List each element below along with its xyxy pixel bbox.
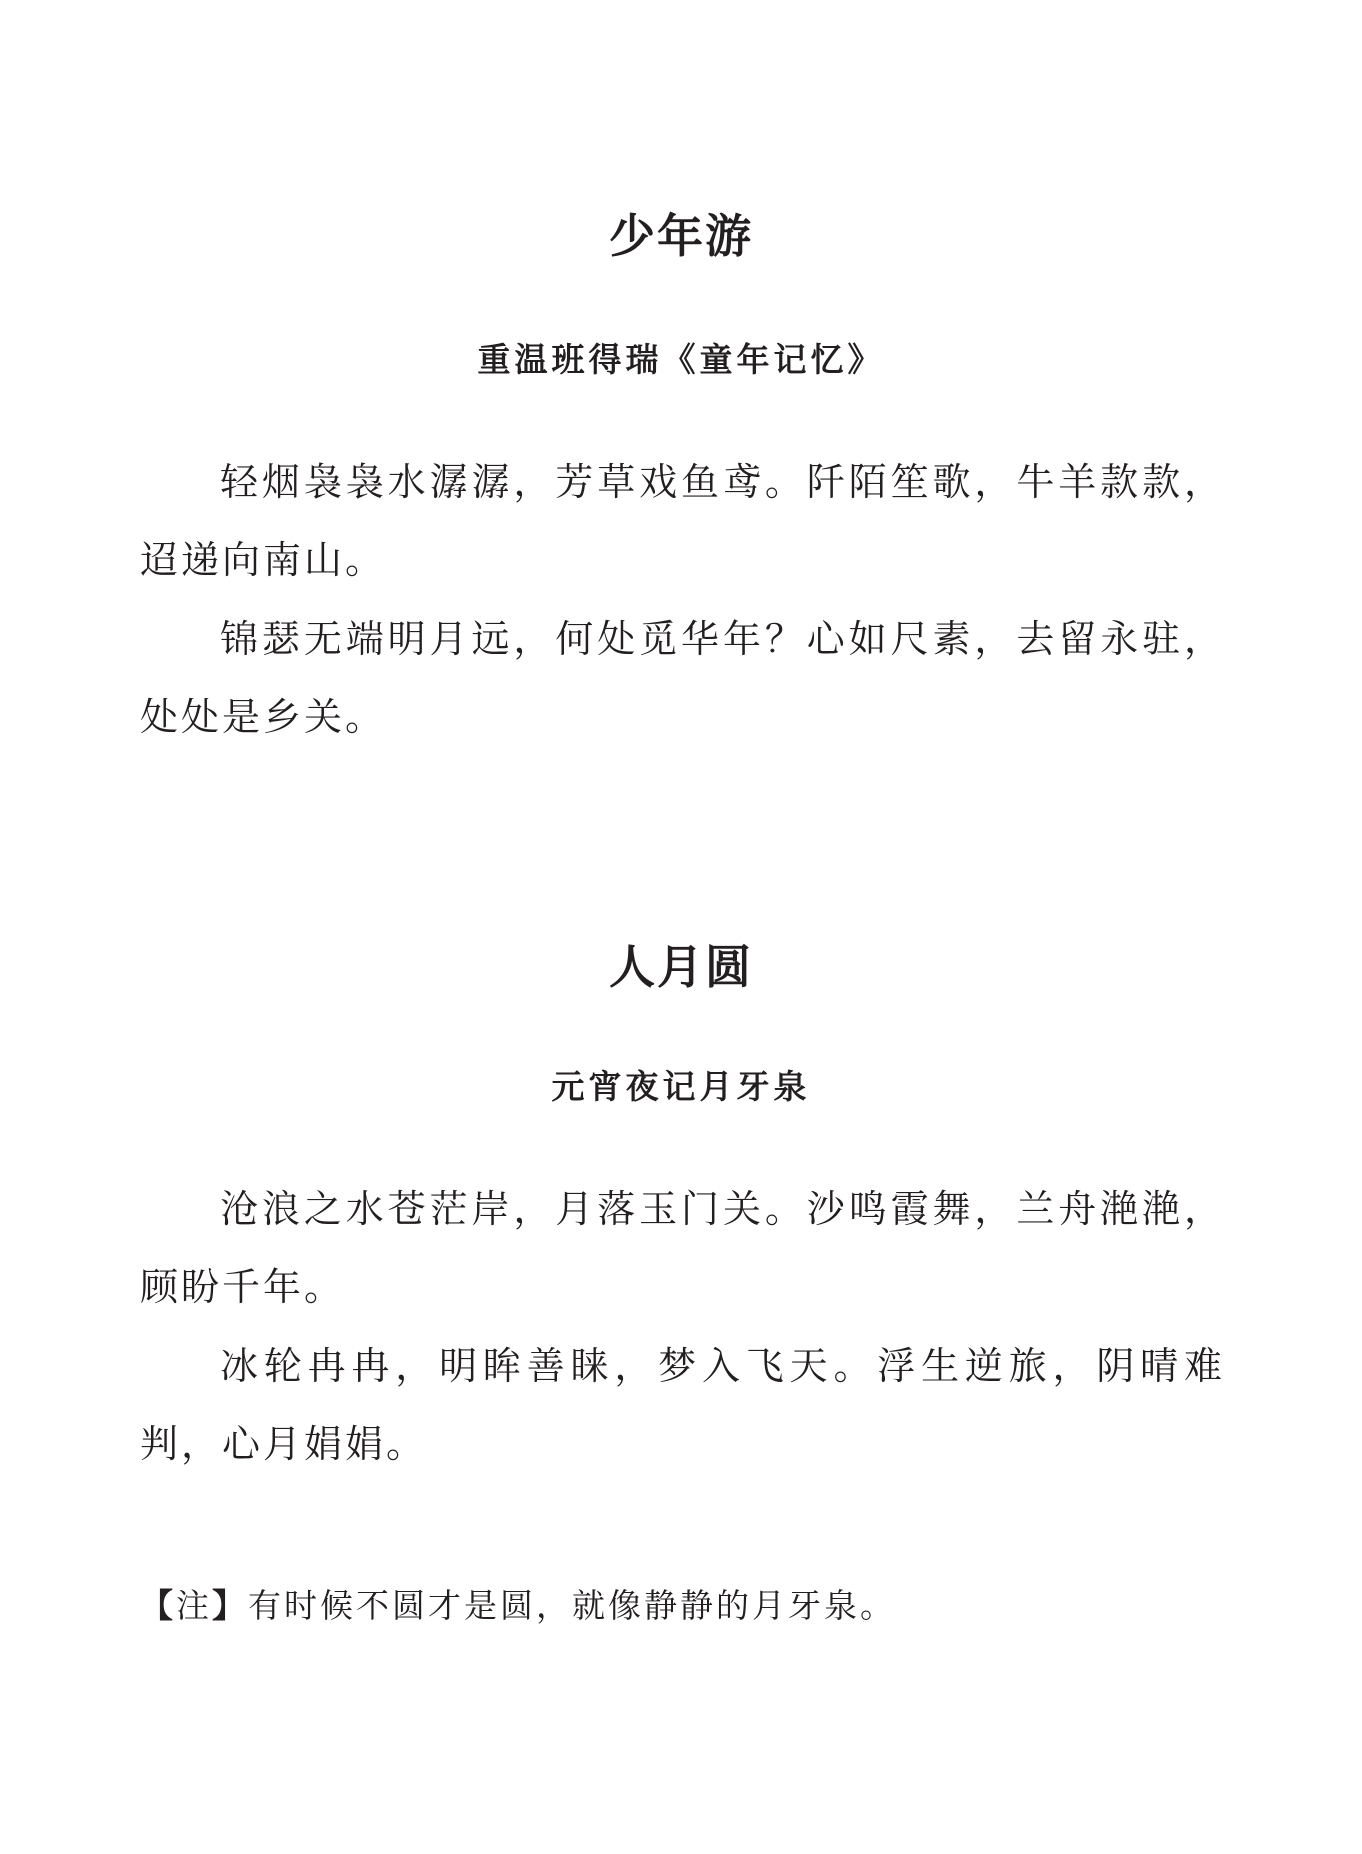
poem-stanza: 轻烟袅袅水潺潺，芳草戏鱼鸢。阡陌笙歌，牛羊款款，迢递向南山。: [140, 460, 1225, 582]
note-text: 有时候不圆才是圆，就像静静的月牙泉。: [248, 1586, 896, 1625]
poem-stanza: 沧浪之水苍茫岸，月落玉门关。沙鸣霞舞，兰舟滟滟，顾盼千年。: [140, 1187, 1225, 1309]
note-label: 注: [176, 1586, 212, 1625]
poem-title: 人月圆: [609, 940, 753, 994]
poem-subtitle: 元宵夜记月牙泉: [551, 1067, 811, 1106]
poem-subtitle: 重温班得瑞《童年记忆》: [477, 340, 885, 379]
footnote: [140, 1586, 1225, 1626]
poem-stanza: 冰轮冉冉，明眸善睐，梦入飞天。浮生逆旅，阴晴难判，心月娟娟。: [140, 1344, 1225, 1466]
poem-stanza: 锦瑟无端明月远，何处觅华年？心如尺素，去留永驻，处处是乡关。: [140, 617, 1225, 739]
poem-title: 少年游: [609, 209, 753, 263]
note-close-bracket: 】: [212, 1586, 248, 1625]
note-open-bracket: 【: [140, 1586, 176, 1625]
